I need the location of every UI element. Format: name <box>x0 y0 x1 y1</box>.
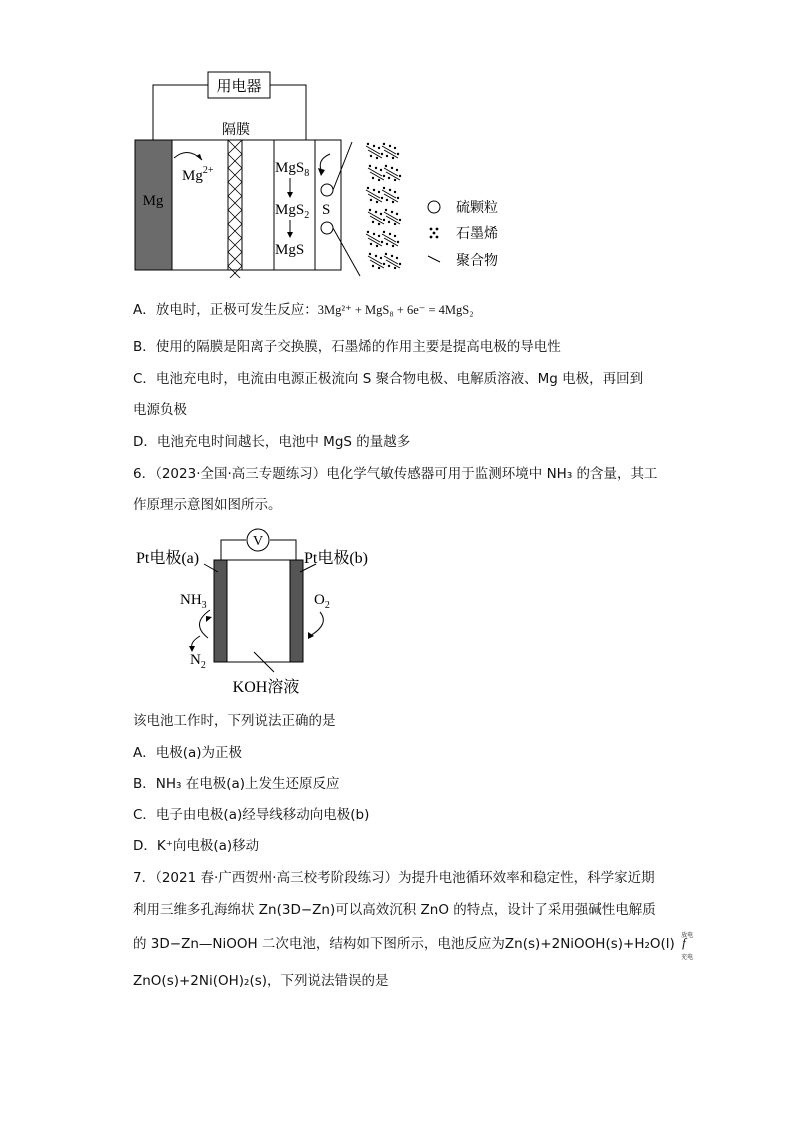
electrode-b <box>290 560 303 662</box>
graphene-dot <box>369 209 371 211</box>
graphene-dot <box>378 191 380 193</box>
q6-option-a: A．电极(a)为正极 <box>133 745 243 761</box>
mg-s-battery-diagram <box>130 68 520 278</box>
graphene-dot <box>383 175 385 177</box>
q7-equation-left: 的 3D−Zn—NiOOH 二次电池，结构如下图所示，电池反应为Zn(s)+2NiOOH(s)+H₂O(l) <box>133 936 675 952</box>
graphene-dot <box>388 221 390 223</box>
mgs-label: MgS <box>275 242 305 258</box>
graphene-dot <box>389 233 391 235</box>
graphene-dot <box>399 175 401 177</box>
graphene-dot <box>370 199 372 201</box>
graphene-dot <box>378 179 380 181</box>
mg-label: Mg <box>142 193 164 209</box>
graphene-dot <box>367 187 369 189</box>
legend <box>428 199 498 269</box>
graphene-dot <box>367 231 369 233</box>
q6-option-b: B．NH₃ 在电极(a)上发生还原反应 <box>133 776 340 792</box>
solution-label: KOH溶液 <box>232 679 300 696</box>
graphene-dot <box>394 147 396 149</box>
arrow-mid: f <box>682 935 686 950</box>
voltmeter-label: V <box>252 534 264 549</box>
graphene-dot <box>373 145 375 147</box>
o2-label: $O_2$ <box>314 592 330 611</box>
graphene-dot <box>383 263 385 265</box>
graphene-dot <box>394 179 396 181</box>
sulfur-particle-2 <box>321 222 333 234</box>
q5-option-b: B．使用的隔膜是阳离子交换膜，石墨烯的作用主要是提高电极的导电性 <box>133 339 561 355</box>
graphene-dot <box>399 219 401 221</box>
graphene-dot <box>397 153 399 155</box>
circle-icon <box>428 201 440 213</box>
nh3-label: $NH_3$ <box>180 592 207 611</box>
q5-option-c-cont: 电源负极 <box>133 402 187 418</box>
graphene-dot <box>383 143 385 145</box>
electrode-a-label: Pt电极(a) <box>136 550 200 567</box>
graphene-dot <box>385 165 387 167</box>
graphene-dot <box>383 231 385 233</box>
graphene-dot <box>388 177 390 179</box>
graphene-dot <box>376 201 378 203</box>
gas-sensor-diagram <box>130 524 390 702</box>
arrow-top-label: 放电 <box>681 932 694 939</box>
graphene-dot <box>389 189 391 191</box>
q7-stem-line2: 利用三维多孔海绵状 Zn(3D−Zn)可以高效沉积 ZnO 的特点，设计了采用强碱性电解质 <box>133 902 656 918</box>
graphene-dot <box>370 243 372 245</box>
graphene-dot <box>383 187 385 189</box>
magnified-composite <box>366 143 401 269</box>
graphene-dot <box>392 157 394 159</box>
graphene-dot <box>385 253 387 255</box>
graphene-dot <box>380 169 382 171</box>
graphene-dot <box>396 169 398 171</box>
membrane <box>228 140 242 278</box>
graphene-dot <box>392 245 394 247</box>
q6-stem-line1: 6．（2023·全国·高三专题练习）电化学气敏传感器可用于监测环境中 NH₃ 的含量，其工 <box>133 466 658 482</box>
graphene-dot <box>399 263 401 265</box>
graphene-dot <box>381 197 383 199</box>
q6-option-c: C．电子由电极(a)经导线移动向电极(b) <box>133 807 370 823</box>
electrode-a <box>214 560 227 662</box>
reversible-arrow <box>679 932 695 961</box>
graphene-dot <box>381 153 383 155</box>
q6-stem-line2: 作原理示意图如图所示。 <box>133 497 282 513</box>
graphene-dot <box>378 223 380 225</box>
graphene-dot <box>375 255 377 257</box>
graphene-dot <box>369 253 371 255</box>
slash-icon <box>428 256 440 262</box>
graphene-dot <box>376 245 378 247</box>
graphene-dot <box>380 213 382 215</box>
legend-sulfur: 硫颗粒 <box>456 200 498 216</box>
graphene-dot <box>391 255 393 257</box>
dots-icon <box>430 228 439 239</box>
q5-option-c: C．电池充电时，电流由电源正极流向 S 聚合物电极、电解质溶液、Mg 电极，再回到 <box>133 371 644 387</box>
q7-stem-line1: 7．（2021 春·广西贺州·高三校考阶段练习）为提升电池循环效率和稳定性，科学家近期 <box>133 870 655 886</box>
s-label: S <box>322 202 331 218</box>
graphene-dot <box>391 211 393 213</box>
q5-option-a-text: A．放电时，正极可发生反应： <box>133 302 318 318</box>
graphene-dot <box>394 267 396 269</box>
electrode-b-label: Pt电极(b) <box>304 550 369 567</box>
graphene-dot <box>372 177 374 179</box>
graphene-dot <box>394 235 396 237</box>
q7-stem-line3 <box>133 932 695 961</box>
n2-label: $N_2$ <box>190 652 206 671</box>
graphene-dot <box>383 219 385 221</box>
graphene-dot <box>394 191 396 193</box>
q5-option-a-equation: 3Mg²⁺ + MgS₈ + 6e⁻ = 4MgS₂ <box>317 303 474 317</box>
graphene-dot <box>378 267 380 269</box>
ion-label: $Mg^{2+}$ <box>182 165 214 184</box>
graphene-dot <box>375 211 377 213</box>
graphene-dot <box>367 143 369 145</box>
graphene-dot <box>376 157 378 159</box>
graphene-dot <box>397 241 399 243</box>
graphene-dot <box>373 189 375 191</box>
q5-option-d: D．电池充电时间越长，电池中 MgS 的量越多 <box>133 434 411 450</box>
graphene-dot <box>375 167 377 169</box>
mgs2-label: MgS$_2$ <box>275 202 310 221</box>
q5-option-a <box>133 300 474 320</box>
arrow-bottom-label: 充电 <box>681 954 694 961</box>
legend-polymer: 聚合物 <box>456 253 498 269</box>
graphene-dot <box>396 213 398 215</box>
graphene-dot <box>381 241 383 243</box>
device-label: 用电器 <box>216 77 262 95</box>
q7-stem-line4: ZnO(s)+2Ni(OH)₂(s)，下列说法错误的是 <box>133 973 389 989</box>
graphene-dot <box>392 201 394 203</box>
legend-graphene: 石墨烯 <box>456 226 498 242</box>
membrane-label: 隔膜 <box>222 122 250 138</box>
graphene-dot <box>389 145 391 147</box>
graphene-dot <box>372 221 374 223</box>
graphene-dot <box>369 165 371 167</box>
graphene-dot <box>378 235 380 237</box>
graphene-dot <box>397 197 399 199</box>
graphene-dot <box>378 147 380 149</box>
graphene-dot <box>370 155 372 157</box>
mgs8-label: MgS$_8$ <box>275 160 310 179</box>
graphene-dot <box>386 155 388 157</box>
graphene-dot <box>388 265 390 267</box>
graphene-dot <box>380 257 382 259</box>
q6-question: 该电池工作时，下列说法正确的是 <box>133 713 336 729</box>
sulfur-particle-1 <box>321 184 333 196</box>
graphene-dot <box>391 167 393 169</box>
graphene-dot <box>386 199 388 201</box>
graphene-dot <box>372 265 374 267</box>
q6-option-d: D．K⁺向电极(a)移动 <box>133 838 260 854</box>
graphene-dot <box>396 257 398 259</box>
graphene-dot <box>385 209 387 211</box>
graphene-dot <box>386 243 388 245</box>
graphene-dot <box>394 223 396 225</box>
graphene-dot <box>373 233 375 235</box>
